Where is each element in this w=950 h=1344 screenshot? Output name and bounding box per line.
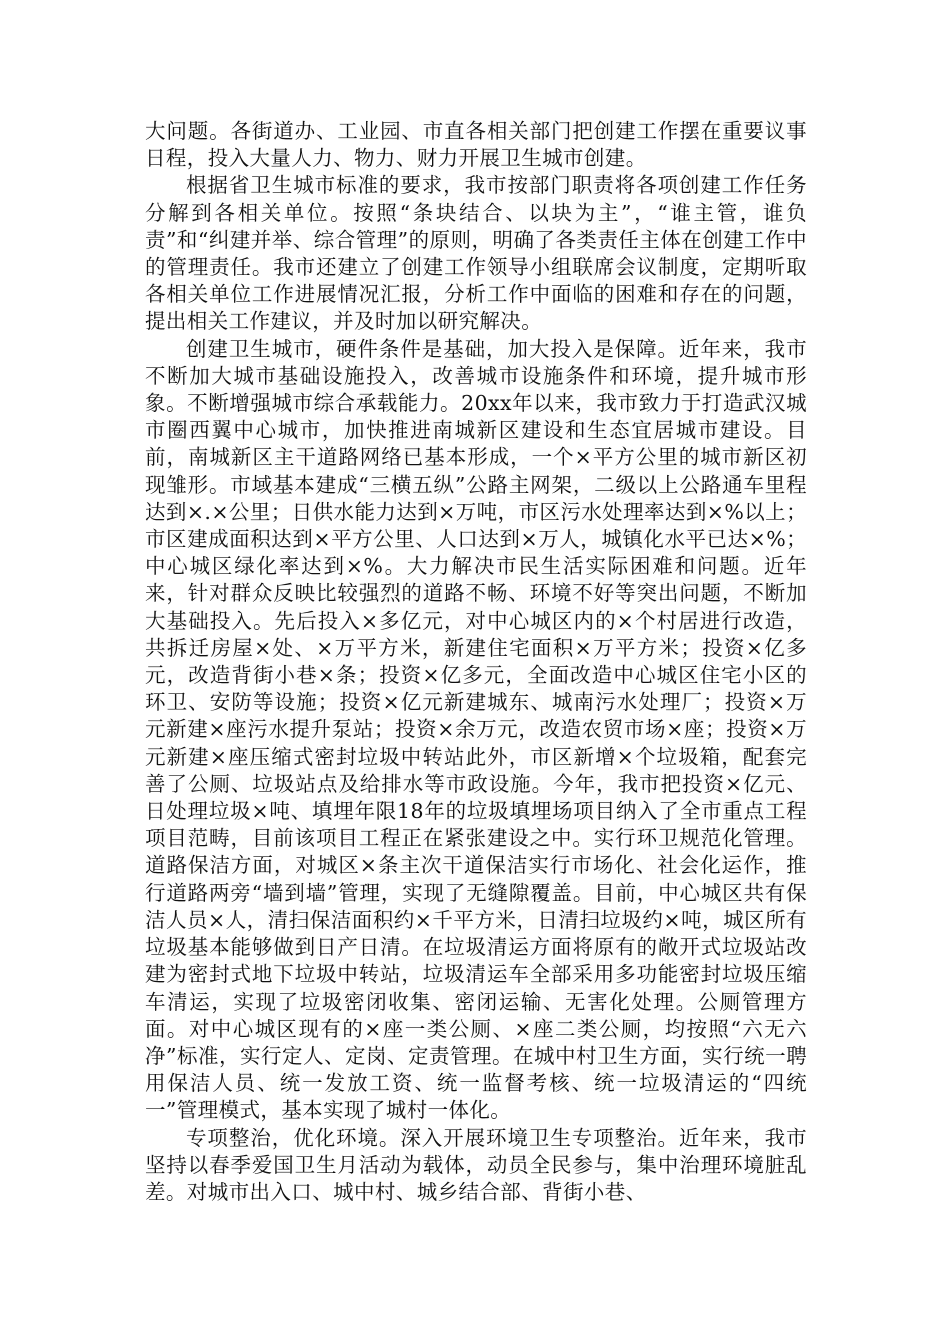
paragraph-3: 创建卫生城市，硬件条件是基础，加大投入是保障。近年来，我市不断加大城市基础设施投入，改善城市设施条件和环境，提升城市形象。不断增强城市综合承载能力。20xx年以来，我市致力于打造武汉城市圈西翼中心城市，加快推进南城新区建设和生态宜居城市建设。目前，南城新区主干道路网络已基本形成，一个×平方公里的城市新区初现雏形。市域基本建成“三横五纵”公路主网架，二级以上公路通车里程达到×.×公里；日供水能力达到×万吨，市区污水处理率达到×%以上；市区建成面积达到×平方公里、人口达到×万人，城镇化水平已达×%；中心城区绿化率达到×%。大力解决市民生活实际困难和问题。近年来，针对群众反映比较强烈的道路不畅、环境不好等突出问题，不断加大基础投入。先后投入×多亿元，对中心城区内的×个村居进行改造，共拆迁房屋×处、×万平方米，新建住宅面积×万平方米；投资×亿多元，改造背街小巷×条；投资×亿多元，全面改造中心城区住宅小区的环卫、安防等设施；投资×亿元新建城东、城南污水处理厂；投资×万元新建×座污水提升泵站；投资×余万元，改造农贸市场×座；投资×万元新建×座压缩式密封垃圾中转站此外，市区新增×个垃圾箱，配套完善了公厕、垃圾站点及给排水等市政设施。今年，我市把投资×亿元、日处理垃圾×吨、填埋年限18年的垃圾填埋场项目纳入了全市重点工程项目范畴，目前该项目工程正在紧张建设之中。实行环卫规范化管理。道路保洁方面，对城区×条主次干道保洁实行市场化、社会化运作，推行道路两旁“墙到墙”管理，实现了无缝隙覆盖。目前，中心城区共有保洁人员×人，清扫保洁面积约×千平方米，日清扫垃圾约×吨，城区所有垃圾基本能够做到日产日清。在垃圾清运方面将原有的敞开式垃圾站改建为密封式地下垃圾中转站，垃圾清运车全部采用多功能密封垃圾压缩车清运，实现了垃圾密闭收集、密闭运输、无害化处理。公厕管理方面。对中心城区现有的×座一类公厕、×座二类公厕，均按照“六无六净”标准，实行定人、定岗、定责管理。在城中村卫生方面，实行统一聘用保洁人员、统一发放工资、统一监督考核、统一垃圾清运的“四统一”管理模式，基本实现了城村一体化。: [145, 336, 807, 1123]
document-page: [145, 118, 807, 1206]
paragraph-2: 根据省卫生城市标准的要求，我市按部门职责将各项创建工作任务分解到各相关单位。按照“条块结合、以块为主”，“谁主管，谁负责”和“纠建并举、综合管理”的原则，明确了各类责任主体在创建工作中的管理责任。我市还建立了创建工作领导小组联席会议制度，定期听取各相关单位工作进展情况汇报，分析工作中面临的困难和存在的问题，提出相关工作建议，并及时加以研究解决。: [145, 173, 807, 334]
paragraph-4: 专项整治，优化环境。深入开展环境卫生专项整治。近年来，我市坚持以春季爱国卫生月活动为载体，动员全民参与，集中治理环境脏乱差。对城市出入口、城中村、城乡结合部、背街小巷、: [145, 1125, 807, 1204]
paragraph-1: 大问题。各街道办、工业园、市直各相关部门把创建工作摆在重要议事日程，投入大量人力、物力、财力开展卫生城市创建。: [145, 119, 807, 171]
